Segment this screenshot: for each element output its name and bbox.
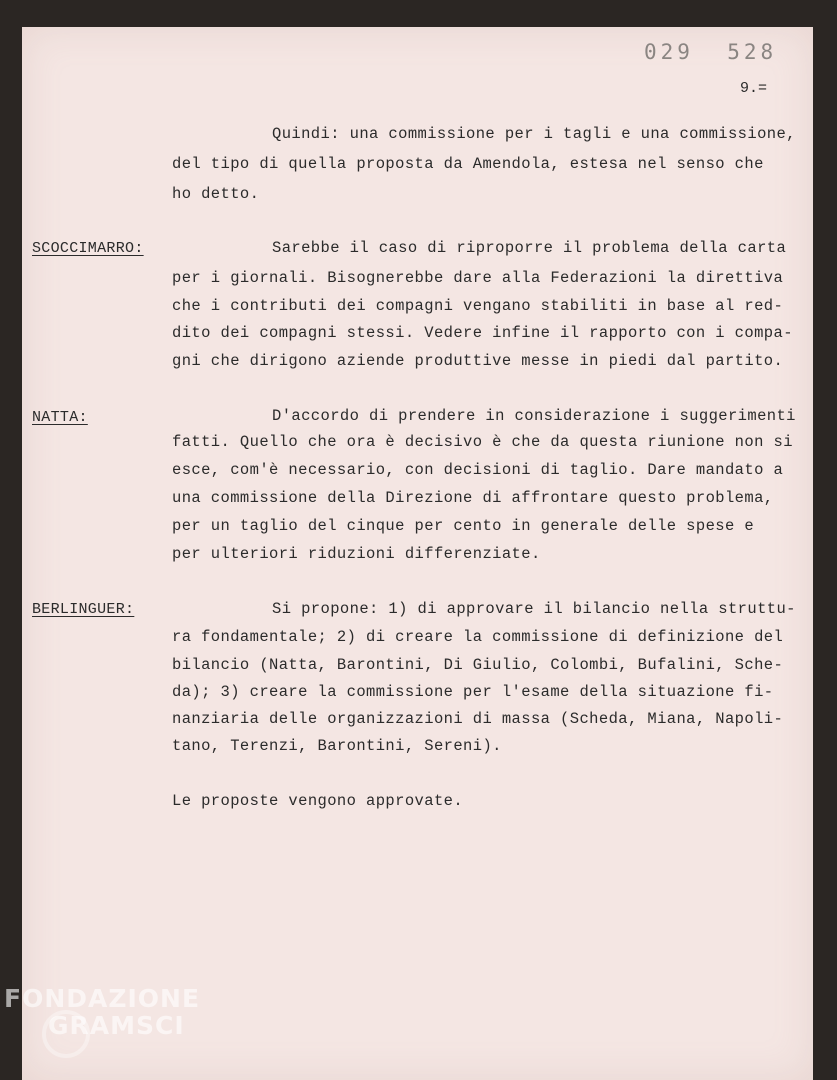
paragraph-line: bilancio (Natta, Barontini, Di Giulio, Colombi, Bufalini, Sche-: [172, 656, 784, 674]
paragraph-line: una commissione della Direzione di affrontare questo problema,: [172, 489, 774, 507]
paragraph-line: esce, com'è necessario, con decisioni di taglio. Dare mandato a: [172, 461, 784, 479]
speaker-label-scoccimarro: SCOCCIMARRO:: [32, 240, 144, 257]
paragraph-line: del tipo di quella proposta da Amendola, estesa nel senso che: [172, 155, 764, 173]
watermark-line2: GRAMSCI: [48, 1011, 185, 1040]
paragraph-line: Le proposte vengono approvate.: [172, 792, 464, 810]
paragraph-line: che i contributi dei compagni vengano stabiliti in base al red-: [172, 297, 784, 315]
speaker-label-berlinguer: BERLINGUER:: [32, 601, 135, 618]
paragraph-line: per un taglio del cinque per cento in generale delle spese e: [172, 517, 755, 535]
paragraph-line: ra fondamentale; 2) di creare la commissione di definizione del: [172, 628, 784, 646]
paragraph-line: tano, Terenzi, Barontini, Sereni).: [172, 737, 502, 755]
paragraph-line: dito dei compagni stessi. Vedere infine il rapporto con i compa-: [172, 324, 793, 342]
fondazione-gramsci-watermark: [4, 986, 200, 1038]
speaker-label-natta: NATTA:: [32, 409, 88, 426]
paragraph-line: da); 3) creare la commissione per l'esame della situazione fi-: [172, 683, 774, 701]
paragraph-line: gni che dirigono aziende produttive messe in piedi dal partito.: [172, 352, 784, 370]
watermark-logo-icon: [42, 1010, 90, 1058]
page-number: 9.=: [740, 80, 768, 97]
paragraph-line: Si propone: 1) di approvare il bilancio nella struttu-: [272, 600, 796, 618]
watermark-line1: FONDAZIONE: [4, 984, 201, 1013]
paragraph-line: per ulteriori riduzioni differenziate.: [172, 545, 541, 563]
paragraph-line: Sarebbe il caso di riproporre il problema della carta: [272, 239, 787, 257]
paragraph-line: fatti. Quello che ora è decisivo è che da questa riunione non si: [172, 433, 793, 451]
paragraph-line: ho detto.: [172, 185, 260, 203]
paragraph-line: nanziaria delle organizzazioni di massa (Scheda, Miana, Napoli-: [172, 710, 784, 728]
paragraph-line: Quindi: una commissione per i tagli e una commissione,: [272, 125, 796, 143]
archive-number: 029 528: [644, 40, 778, 64]
paragraph-line: per i giornali. Bisognerebbe dare alla Federazioni la direttiva: [172, 269, 784, 287]
paragraph-line: D'accordo di prendere in considerazione i suggerimenti: [272, 407, 796, 425]
